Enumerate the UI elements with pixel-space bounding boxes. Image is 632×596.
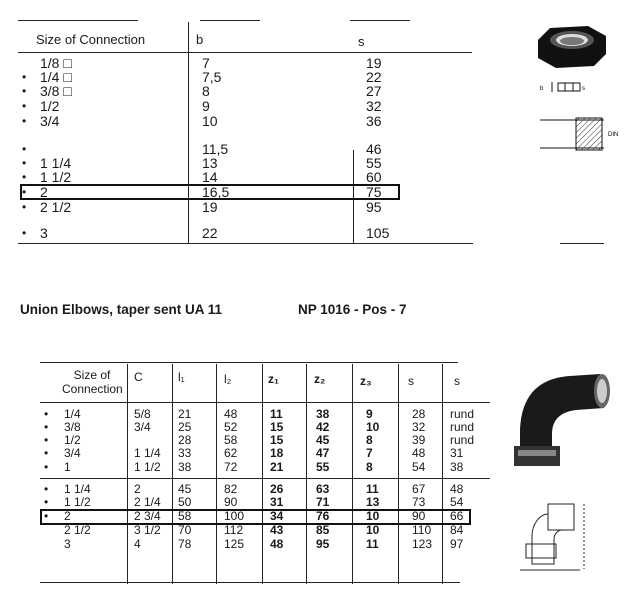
- cell-s: 19: [366, 55, 382, 71]
- cell-s2: 48: [450, 482, 464, 496]
- cell-size: 1 1/2: [40, 169, 72, 185]
- label-s: s: [582, 86, 585, 92]
- cell-size: 1/4 □: [40, 69, 72, 85]
- label-din: DIN: [608, 132, 619, 138]
- rule: [560, 243, 604, 244]
- cell-size: 3: [64, 537, 71, 551]
- row-bullet: •: [22, 170, 27, 184]
- rule: [18, 20, 138, 21]
- cell-l2: 58: [224, 433, 238, 447]
- cell-b: 11,5: [202, 141, 229, 157]
- column-rule: [172, 364, 173, 584]
- cell-c: 2 1/4: [134, 495, 161, 509]
- cell-z1: 21: [270, 460, 284, 474]
- cell-b: 8: [202, 83, 210, 99]
- cell-z1: 11: [270, 407, 283, 421]
- header-rule: [18, 52, 472, 53]
- cell-l1: 58: [178, 509, 192, 523]
- cell-s2: 97: [450, 537, 464, 551]
- cell-size: 1: [64, 460, 71, 474]
- cell-s: 75: [366, 184, 382, 200]
- cell-s: 46: [366, 141, 382, 157]
- cell-l1: 28: [178, 433, 192, 447]
- row-bullet: •: [44, 407, 49, 421]
- cell-l2: 90: [224, 495, 238, 509]
- row-bullet: •: [44, 446, 49, 460]
- cell-s2: 66: [450, 509, 464, 523]
- cell-size: 1/2: [40, 98, 60, 114]
- cell-z2: 63: [316, 482, 330, 496]
- header-z2: z₂: [314, 372, 326, 386]
- label-b: b: [540, 86, 544, 92]
- cell-s: 32: [366, 98, 382, 114]
- cell-z1: 15: [270, 420, 284, 434]
- cell-size: 1/2: [64, 433, 81, 447]
- cell-size: 2 1/2: [40, 199, 72, 215]
- cell-l1: 38: [178, 460, 192, 474]
- cell-l1: 70: [178, 523, 192, 537]
- header-size: Size of Connection: [36, 32, 146, 47]
- cell-s: 36: [366, 113, 382, 129]
- cell-z1: 26: [270, 482, 284, 496]
- cell-b: 16,5: [202, 184, 230, 200]
- row-bullet: •: [22, 99, 27, 113]
- column-rule: [188, 22, 189, 244]
- cell-s2: 38: [450, 460, 464, 474]
- cell-z3: 11: [366, 482, 379, 496]
- cell-z3: 9: [366, 407, 373, 421]
- cell-z3: 10: [366, 523, 380, 537]
- cell-z1: 43: [270, 523, 284, 537]
- cell-s2: 54: [450, 495, 464, 509]
- bottom-rule: [40, 582, 460, 583]
- cell-size: 1 1/4: [64, 482, 91, 496]
- cell-s: 48: [412, 446, 426, 460]
- cell-size: 3/4: [40, 113, 60, 129]
- row-bullet: •: [44, 433, 49, 447]
- column-rule: [306, 364, 307, 584]
- hex-nut-icon: [538, 26, 606, 68]
- cell-s2: rund: [450, 433, 475, 447]
- cell-l2: 52: [224, 420, 238, 434]
- cell-size: 3/8: [64, 420, 81, 434]
- cell-l2: 82: [224, 482, 238, 496]
- cell-z3: 7: [366, 446, 373, 460]
- cell-z2: 45: [316, 433, 330, 447]
- cell-z1: 48: [270, 537, 284, 551]
- row-bullet: •: [44, 495, 49, 509]
- cell-z3: 10: [366, 509, 380, 523]
- nut-drawings: [530, 20, 630, 180]
- header-s: s: [358, 34, 365, 49]
- column-rule: [216, 364, 217, 584]
- cell-size: 2 1/2: [64, 523, 91, 537]
- cell-z2: 38: [316, 407, 330, 421]
- cell-z2: 42: [316, 420, 330, 434]
- cell-z1: 31: [270, 495, 284, 509]
- cell-s: 95: [366, 199, 382, 215]
- cell-size: 1 1/2: [64, 495, 91, 509]
- cell-z2: 71: [316, 495, 330, 509]
- header-c: C: [134, 370, 143, 384]
- cell-s: 110: [412, 523, 432, 537]
- row-bullet: •: [22, 142, 27, 156]
- nut-side-view-icon: [540, 82, 585, 92]
- cell-z3: 13: [366, 495, 380, 509]
- cell-s: 32: [412, 420, 426, 434]
- header-rule: [40, 402, 490, 403]
- cell-l2: 125: [224, 537, 245, 551]
- cell-s: 55: [366, 155, 382, 171]
- header-size: Size of Connection: [62, 368, 123, 396]
- bottom-rule: [18, 243, 473, 244]
- cell-z1: 15: [270, 433, 284, 447]
- cell-size: 1 1/4: [40, 155, 72, 171]
- highlight-row-2in: [40, 509, 471, 525]
- row-bullet: •: [22, 84, 27, 98]
- cell-size: 1/8 □: [40, 55, 72, 71]
- elbow-section-drawing-icon: [520, 504, 584, 570]
- section-title-text: Union Elbows, taper sent UA 11: [20, 302, 223, 317]
- cell-b: 7,5: [202, 69, 222, 85]
- cell-z1: 18: [270, 446, 284, 460]
- cell-size: 3/4: [64, 446, 81, 460]
- cell-l2: 62: [224, 446, 238, 460]
- cell-c: 1 1/4: [134, 446, 161, 460]
- cell-l1: 50: [178, 495, 192, 509]
- cell-l2: 100: [224, 509, 245, 523]
- cell-l1: 33: [178, 446, 192, 460]
- rule: [200, 20, 260, 21]
- cell-s: 105: [366, 225, 390, 241]
- cell-z2: 47: [316, 446, 330, 460]
- cell-z3: 8: [366, 433, 373, 447]
- cell-l1: 25: [178, 420, 192, 434]
- header-z3: z₃: [360, 374, 372, 388]
- cell-size: 1/4: [64, 407, 81, 421]
- cell-s: 90: [412, 509, 426, 523]
- group-rule: [40, 478, 490, 479]
- cell-size: 3: [40, 225, 48, 241]
- cell-size: 3/8 □: [40, 83, 72, 99]
- cell-s2: 31: [450, 446, 464, 460]
- cell-b: 14: [202, 169, 218, 185]
- cell-s2: rund: [450, 407, 475, 421]
- cell-s: 27: [366, 83, 382, 99]
- cell-c: 1 1/2: [134, 460, 161, 474]
- cell-size: 2: [64, 509, 71, 523]
- column-rule: [398, 364, 399, 584]
- cell-l1: 21: [178, 407, 192, 421]
- top-rule: [40, 362, 458, 363]
- header-b: b: [196, 32, 204, 47]
- cell-c: 2 3/4: [134, 509, 161, 523]
- header-s: s: [408, 374, 414, 388]
- cell-l2: 72: [224, 460, 238, 474]
- cell-l1: 78: [178, 537, 192, 551]
- cell-z3: 11: [366, 537, 379, 551]
- header-l2: l₂: [224, 372, 232, 386]
- rule: [350, 20, 410, 21]
- cell-s: 73: [412, 495, 426, 509]
- column-rule: [442, 364, 443, 584]
- header-l1: l₁: [178, 370, 185, 384]
- cell-s: 54: [412, 460, 426, 474]
- row-bullet: •: [22, 200, 27, 214]
- section-reference: NP 1016 - Pos - 7: [298, 302, 407, 317]
- cell-s: 67: [412, 482, 426, 496]
- cell-c: 3/4: [134, 420, 151, 434]
- cell-s2: 84: [450, 523, 464, 537]
- cell-l2: 48: [224, 407, 238, 421]
- cell-c: 4: [134, 537, 141, 551]
- row-bullet: •: [44, 460, 49, 474]
- header-z1: z₁: [268, 372, 279, 386]
- cell-b: 7: [202, 55, 210, 71]
- column-rule: [127, 364, 128, 584]
- row-bullet: •: [44, 420, 49, 434]
- cell-s: 28: [412, 407, 426, 421]
- row-bullet: •: [44, 482, 49, 496]
- cell-c: 2: [134, 482, 141, 496]
- cell-l1: 45: [178, 482, 192, 496]
- cell-b: 9: [202, 98, 210, 114]
- row-bullet: •: [22, 156, 27, 170]
- cell-z2: 85: [316, 523, 330, 537]
- highlight-row-2in: [20, 184, 400, 200]
- cell-l2: 112: [224, 523, 244, 537]
- cell-b: 10: [202, 113, 218, 129]
- union-elbow-photo-icon: [514, 374, 610, 466]
- cell-b: 22: [202, 225, 218, 241]
- header-s2: s: [454, 374, 460, 388]
- cell-c: 5/8: [134, 407, 151, 421]
- cell-s: 39: [412, 433, 426, 447]
- cell-c: 3 1/2: [134, 523, 161, 537]
- section-title: [20, 302, 407, 317]
- column-rule: [262, 364, 263, 584]
- cell-z3: 8: [366, 460, 373, 474]
- row-bullet: •: [22, 70, 27, 84]
- cell-size: 2: [40, 184, 48, 200]
- cell-b: 19: [202, 199, 218, 215]
- section-view-icon: [540, 118, 618, 150]
- cell-z3: 10: [366, 420, 380, 434]
- cell-s: 22: [366, 69, 382, 85]
- column-rule: [352, 364, 353, 584]
- cell-s: 123: [412, 537, 433, 551]
- row-bullet: •: [22, 185, 27, 199]
- cell-b: 13: [202, 155, 218, 171]
- row-bullet: •: [44, 509, 49, 523]
- cell-z2: 76: [316, 509, 330, 523]
- row-bullet: •: [22, 114, 27, 128]
- cell-s2: rund: [450, 420, 475, 434]
- elbow-drawings: [500, 364, 625, 586]
- cell-z2: 95: [316, 537, 330, 551]
- cell-z1: 34: [270, 509, 284, 523]
- cell-z2: 55: [316, 460, 330, 474]
- row-bullet: •: [22, 226, 27, 240]
- cell-s: 60: [366, 169, 382, 185]
